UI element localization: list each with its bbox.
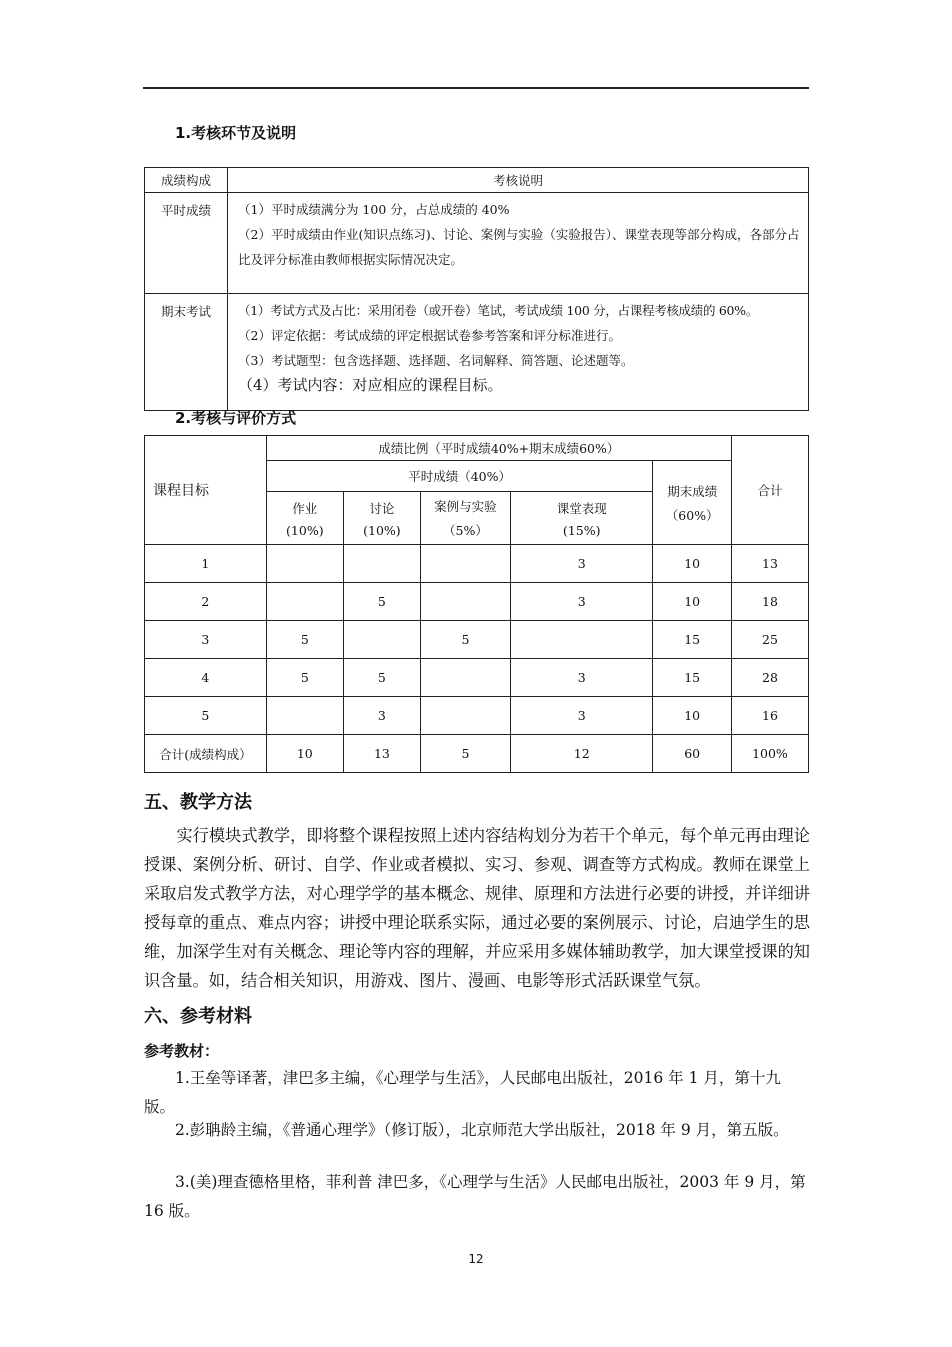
t2-ratio-header: 成绩比例（平时成绩40%+期末成绩60%） [266,436,731,461]
header-rule [143,87,809,89]
table-cell: 5 [420,735,510,773]
t2-sub-name: 讨论 [369,500,395,516]
table-cell: 5 [343,659,420,697]
reference-item: 1.王垒等译著，津巴多主编，《心理学与生活》，人民邮电出版社，2016 年 1 月，第十九版。 [144,1069,781,1116]
t2-sub-case [420,492,510,545]
t2-final-header [653,461,731,545]
table-cell [420,545,510,583]
t1-final-line: （1）考试方式及占比：采用闭卷（或开卷）笔试，考试成绩 100 分，占课程考核成绩的 60%。 [238,303,758,318]
table-cell: 18 [731,583,808,621]
table-cell: 3 [343,697,420,735]
t2-sub-class [510,492,653,545]
reference-item: 3.(美)理查德格里格，菲利普 津巴多，《心理学与生活》人民邮电出版社，2003 年 9 月，第 16 版。 [144,1173,806,1220]
table-cell [420,583,510,621]
t2-sub-name: 课堂表现 [556,500,607,516]
t2-goal-header: 课程目标 [145,436,267,545]
table-cell: 25 [731,621,808,659]
t2-final-pct: （60%） [665,507,719,523]
table-cell: 10 [653,583,731,621]
table-cell: 60 [653,735,731,773]
table-cell: 15 [653,621,731,659]
t1-desc-usual [228,193,809,294]
table-cell [266,545,343,583]
table-cell [343,545,420,583]
t1-label-final: 期末考试 [145,294,228,411]
section1-heading: 1.考核环节及说明 [175,124,297,142]
table-cell [420,659,510,697]
t2-sub-name: 作业 [292,500,318,516]
table-row [145,735,809,773]
table-cell: 1 [145,545,267,583]
table-cell: 28 [731,659,808,697]
table-cell: 3 [145,621,267,659]
table-row [145,545,809,583]
t2-sub-discussion [343,492,420,545]
table-cell [510,621,653,659]
grading-table [144,435,809,773]
t2-sub-name: 案例与实验 [434,499,497,514]
t2-sub-pct: (10%) [363,522,401,538]
reference-item: 2.彭聃龄主编，《普通心理学》（修订版），北京师范大学出版社，2018 年 9 月，第五版。 [175,1121,789,1139]
table-cell: 15 [653,659,731,697]
table-cell [420,697,510,735]
table-row [145,621,809,659]
table-cell: 5 [266,621,343,659]
t1-final-line: （2）评定依据：考试成绩的评定根据试卷参考答案和评分标准进行。 [238,328,621,343]
t2-sub-pct: （5%） [443,523,488,538]
table-cell: 5 [145,697,267,735]
t1-final-line: （3）考试题型：包含选择题、选择题、名词解释、简答题、论述题等。 [238,353,634,368]
table-cell: 5 [420,621,510,659]
t1-desc-final [228,294,809,411]
table-row [145,697,809,735]
table-cell: 3 [510,583,653,621]
table-cell [343,621,420,659]
table-cell: 5 [266,659,343,697]
table-cell: 合计(成绩构成） [145,735,267,773]
t1-header-desc: 考核说明 [228,168,809,193]
table-row [145,659,809,697]
table-cell: 2 [145,583,267,621]
t2-sub-pct: (10%) [286,522,324,538]
t1-label-usual: 平时成绩 [145,193,228,294]
section2-heading: 2.考核与评价方式 [175,409,297,427]
table-cell: 16 [731,697,808,735]
assessment-table [144,167,809,411]
table-cell: 10 [653,545,731,583]
table-cell: 3 [510,545,653,583]
t2-total-header: 合计 [731,436,808,545]
table-cell: 100% [731,735,808,773]
table-cell: 3 [510,697,653,735]
table-cell: 3 [510,659,653,697]
page-number: 12 [468,1252,484,1266]
t1-final-line: （4）考试内容：对应相应的课程目标。 [238,376,503,394]
table-cell: 12 [510,735,653,773]
table-cell: 4 [145,659,267,697]
t1-usual-line: （2）平时成绩由作业(知识点练习)、讨论、案例与实验（实验报告）、课堂表现等部分构成，各部分占比及评分标准由教师根据实际情况决定。 [238,227,800,267]
section5-title: 五、教学方法 [144,792,252,813]
t2-final-name: 期末成绩 [667,483,718,499]
section5-paragraph: 实行模块式教学，即将整个课程按照上述内容结构划分为若干个单元，每个单元再由理论授课、案例分析、研讨、自学、作业或者模拟、实习、参观、调查等方式构成。教师在课堂上采取启发式教学方法，对心理学学的基本概念、规律、原理和方法进行必要的讲授，并详细讲授每章的重点、难点内容；讲授中理论联系实际，通过必要的案例展示、讨论，启迪学生的思维，加深学生对有关概念、理论等内容的理解，并应采用多媒体辅助教学，加大课堂授课的知识含量。如，结合相关知识，用游戏、图片、漫画、电影等形式活跃课堂气氛。 [144,826,810,990]
table-cell: 13 [731,545,808,583]
ref-label: 参考教材： [144,1042,220,1060]
table-cell: 10 [266,735,343,773]
table-cell [266,583,343,621]
t2-usual-header: 平时成绩（40%） [266,461,653,492]
table-cell: 10 [653,697,731,735]
t2-body [145,545,809,773]
table-cell: 13 [343,735,420,773]
t2-sub-homework [266,492,343,545]
table-cell: 5 [343,583,420,621]
section6-title: 六、参考材料 [144,1006,252,1027]
t1-usual-line: （1）平时成绩满分为 100 分，占总成绩的 40% [238,202,510,217]
t1-header-component: 成绩构成 [145,168,228,193]
t2-sub-pct: (15%) [562,522,601,538]
table-row [145,583,809,621]
table-cell [266,697,343,735]
